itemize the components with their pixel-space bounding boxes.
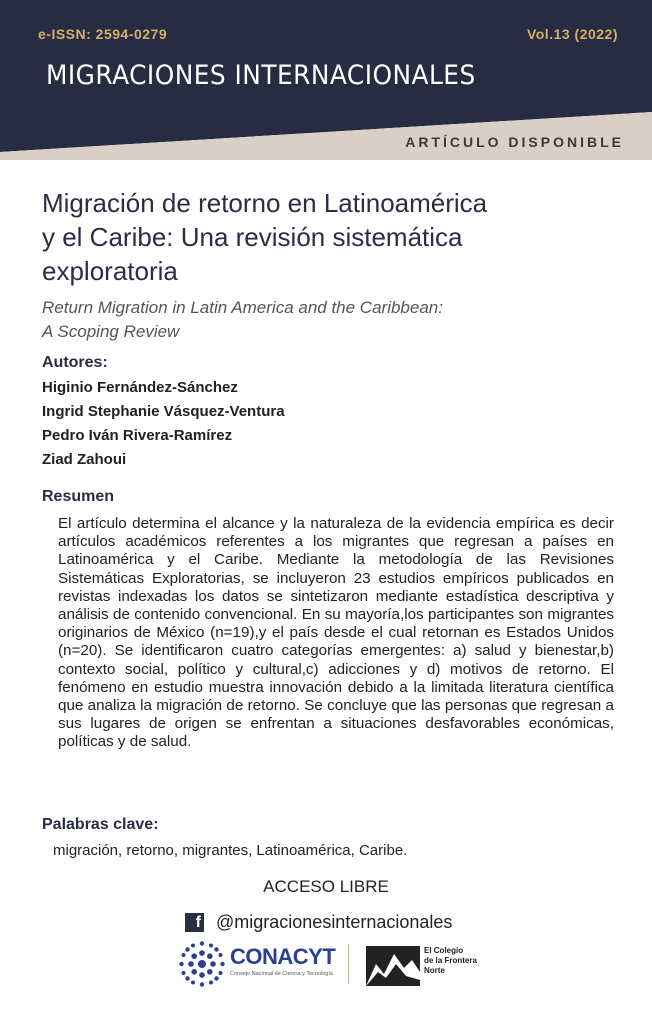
colef-line: El Colegio — [424, 946, 464, 955]
logo-divider — [348, 944, 349, 984]
conacyt-subtitle: Consejo Nacional de Ciencia y Tecnología — [230, 971, 333, 977]
author-name: Ingrid Stephanie Vásquez-Ventura — [42, 403, 285, 420]
author-name: Pedro Iván Rivera-Ramírez — [42, 427, 233, 444]
author-name: Higinio Fernández-Sánchez — [42, 379, 238, 396]
journal-name: MIGRACIONES INTERNACIONALES — [46, 60, 476, 91]
title-line: exploratoria — [42, 256, 178, 286]
keywords-text: migración, retorno, migrantes, Latinoamérica, Caribe. — [53, 842, 408, 859]
title-line: y el Caribe: Una revisión sistemática — [42, 222, 463, 252]
title-line: Migración de retorno en Latinoamérica — [42, 188, 488, 218]
social-handle[interactable]: @migracionesinternacionales — [216, 912, 453, 932]
social-link[interactable] — [185, 912, 452, 933]
author-name: Ziad Zahoui — [42, 451, 127, 468]
conacyt-logo-text: CONACYT — [230, 944, 336, 969]
colef-emblem-icon — [366, 946, 420, 986]
volume-label: Vol.13 (2022) — [526, 26, 618, 42]
article-title — [42, 186, 602, 288]
sponsor-logos — [178, 940, 498, 992]
authors-heading: Autores: — [42, 354, 108, 371]
colef-logo-text — [424, 946, 477, 976]
colef-line: Norte — [424, 966, 445, 975]
keywords-heading: Palabras clave: — [42, 816, 159, 833]
abstract-text: El artículo determina el alcance y la naturaleza de la evidencia empírica es decir artículos académicos referentes a los migrantes que regresan a países en Latinoamérica y el Caribe. Mediante la metodología de las Revisiones Sistemáticas Exploratorias, se incluyeron 23 estudios empíricos publicados en revistas indexadas los datos se sintetizaron mediante estadística descriptiva y análisis de contenido convencional. En su mayoría,los participantes son migrantes originarios de México (n=19),y el país desde el cual retornan es Estados Unidos (n=20). Se identificaron cuatro categorías emergentes: a) salud y bienestar,b) contexto social, político y cultural,c) adicciones y d) motivos de retorno. El fenómeno en estudio muestra innovación debido a la limitada literatura científica que analiza la migración de retorno. Se concluye que las personas que regresan a sus lugares de origen se enfrentan a situaciones desfavorables económicas, políticas y de salud. — [58, 515, 614, 751]
issn-label: e-ISSN: 2594-0279 — [38, 26, 168, 42]
facebook-icon: f — [185, 913, 204, 932]
conacyt-emblem-icon — [178, 940, 226, 988]
subtitle-line: Return Migration in Latin America and the Caribbean: — [42, 298, 443, 317]
subtitle-line: A Scoping Review — [42, 322, 180, 341]
colef-line: de la Frontera — [424, 956, 477, 965]
open-access-label: ACCESO LIBRE — [263, 877, 389, 896]
banner-label: ARTÍCULO DISPONIBLE — [405, 134, 624, 150]
article-subtitle — [42, 296, 602, 344]
abstract-heading: Resumen — [42, 488, 115, 505]
